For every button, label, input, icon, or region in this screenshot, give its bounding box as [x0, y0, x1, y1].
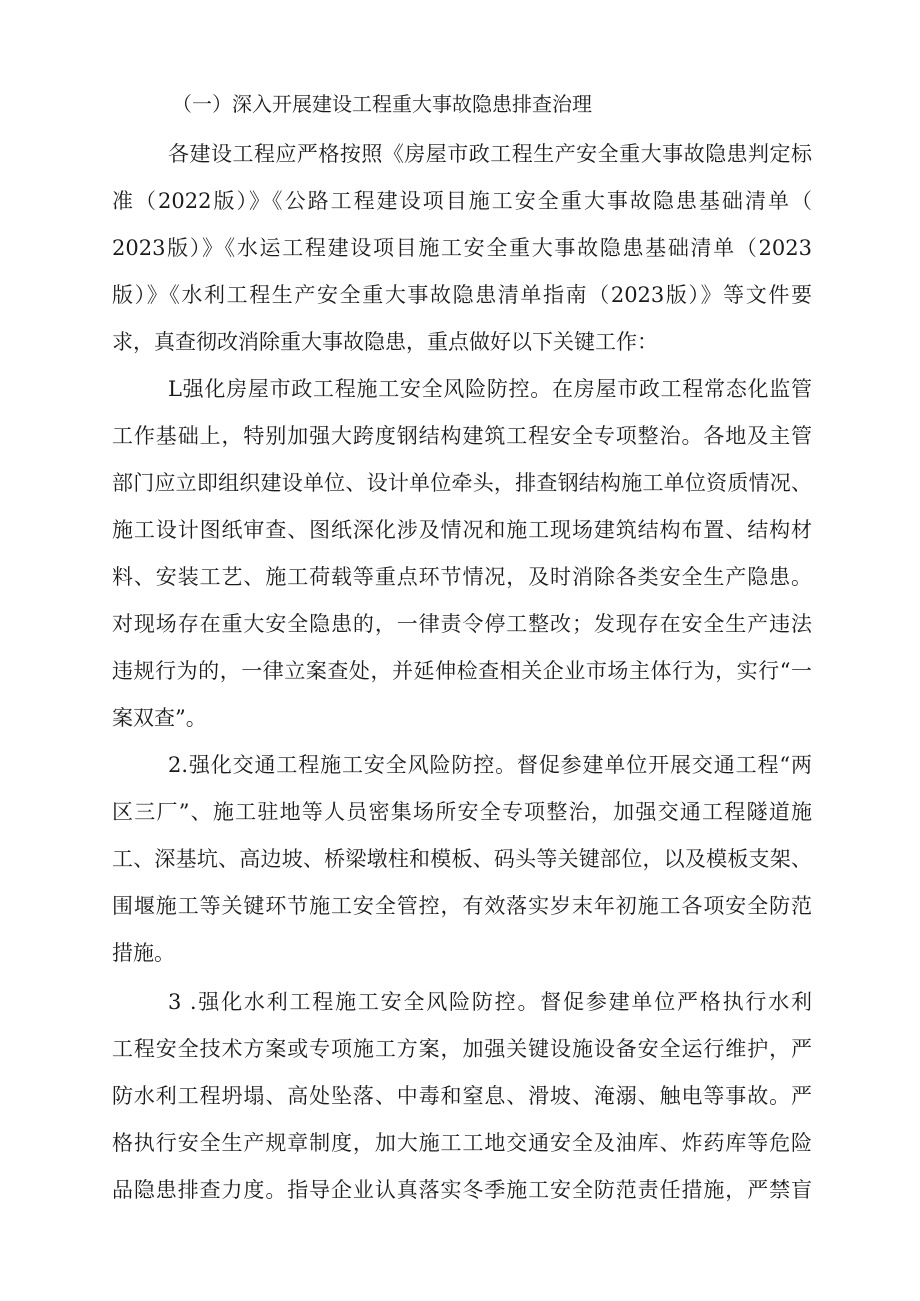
paragraph-4-line-2: 工程安全技术方案或专项施工方案，加强关键设施设备安全运行维护，严	[112, 1037, 812, 1061]
paragraph-1-line-2: 准（2022版）》《公路工程建设项目施工安全重大事故隐患基础清单（	[112, 189, 812, 213]
paragraph-3-line-2: 区三厂”、施工驻地等人员密集场所安全专项整治，加强交通工程隧道施	[112, 800, 812, 824]
paragraph-2-line-3: 部门应立即组织建设单位、设计单位牵头，排查钢结构施工单位资质情况、	[112, 471, 812, 495]
paragraph-4-line-3: 防水利工程坍塌、高处坠落、中毒和窒息、滑坡、淹溺、触电等事故。严	[112, 1084, 812, 1108]
paragraph-1-line-4: 版）》《水利工程生产安全重大事故隐患清单指南（2023版）》等文件要	[112, 283, 812, 307]
paragraph-2-line-2: 工作基础上，特别加强大跨度钢结构建筑工程安全专项整治。各地及主管	[112, 424, 812, 448]
paragraph-4-line-1: 3 .强化水利工程施工安全风险防控。督促参建单位严格执行水利	[168, 990, 812, 1014]
paragraph-3-line-4: 围堰施工等关键环节施工安全管控，有效落实岁末年初施工各项安全防范	[112, 894, 812, 918]
paragraph-2-line-1: L强化房屋市政工程施工安全风险防控。在房屋市政工程常态化监管	[168, 377, 812, 401]
paragraph-1-line-3: 2023版）》《水运工程建设项目施工安全重大事故隐患基础清单（2023	[112, 236, 812, 260]
paragraph-4-line-4: 格执行安全生产规章制度，加大施工工地交通安全及油库、炸药库等危险	[112, 1131, 812, 1155]
section-heading: （一）深入开展建设工程重大事故隐患排查治理	[172, 92, 592, 116]
paragraph-2-line-8: 案双查”。	[112, 706, 207, 730]
paragraph-2-line-4: 施工设计图纸审查、图纸深化涉及情况和施工现场建筑结构布置、结构材	[112, 518, 812, 542]
paragraph-2-line-7: 违规行为的，一律立案查处，并延伸检查相关企业市场主体行为，实行“一	[112, 659, 812, 683]
paragraph-1-line-1: 各建设工程应严格按照《房屋市政工程生产安全重大事故隐患判定标	[168, 142, 812, 166]
paragraph-3-line-1: 2.强化交通工程施工安全风险防控。督促参建单位开展交通工程“两	[168, 753, 812, 777]
paragraph-3-line-3: 工、深基坑、高边坡、桥梁墩柱和模板、码头等关键部位，以及模板支架、	[112, 847, 812, 871]
paragraph-1-line-5: 求，真查彻改消除重大事故隐患，重点做好以下关键工作：	[112, 330, 658, 354]
paragraph-4-line-5: 品隐患排查力度。指导企业认真落实冬季施工安全防范责任措施，严禁盲	[112, 1178, 812, 1202]
paragraph-2-line-6: 对现场存在重大安全隐患的，一律责令停工整改；发现存在安全生产违法	[112, 612, 812, 636]
paragraph-3-line-5: 措施。	[112, 941, 175, 965]
paragraph-2-line-5: 料、安装工艺、施工荷载等重点环节情况，及时消除各类安全生产隐患。	[112, 565, 812, 589]
